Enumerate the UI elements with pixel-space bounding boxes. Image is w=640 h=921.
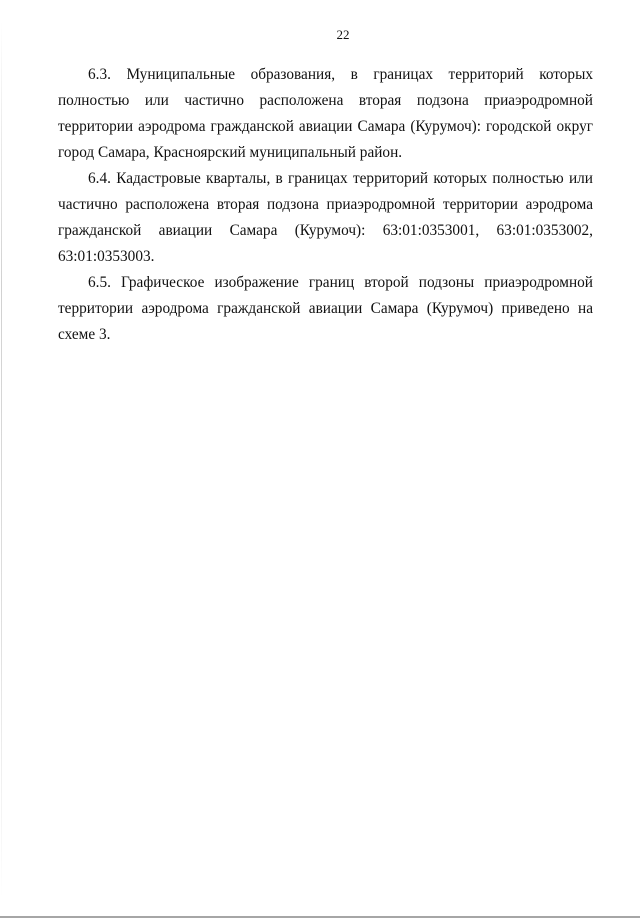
page-number: 22 bbox=[336, 27, 350, 42]
document-body bbox=[58, 62, 593, 348]
paragraph-6-3: 6.3. Муниципальные образования, в границах территорий которых полностью или частично расположена вторая подзона приаэродромной территории аэродрома гражданской авиации Самара (Курумоч): городской округ город Самара, Красноярский муниципальный район. bbox=[58, 66, 593, 161]
paragraph-6-5: 6.5. Графическое изображение границ второй подзоны приаэродромной территории аэродрома гражданской авиации Самара (Курумоч) приведено на схеме 3. bbox=[58, 274, 593, 343]
paragraph-6-4: 6.4. Кадастровые кварталы, в границах территорий которых полностью или частично расположена вторая подзона приаэродромной территории аэродрома гражданской авиации Самара (Курумоч): 63:01:0353001, 63:01:0353002, 63:01:0353003. bbox=[58, 170, 593, 265]
scan-bottom-edge bbox=[0, 916, 640, 918]
scan-edge bbox=[1, 20, 2, 900]
